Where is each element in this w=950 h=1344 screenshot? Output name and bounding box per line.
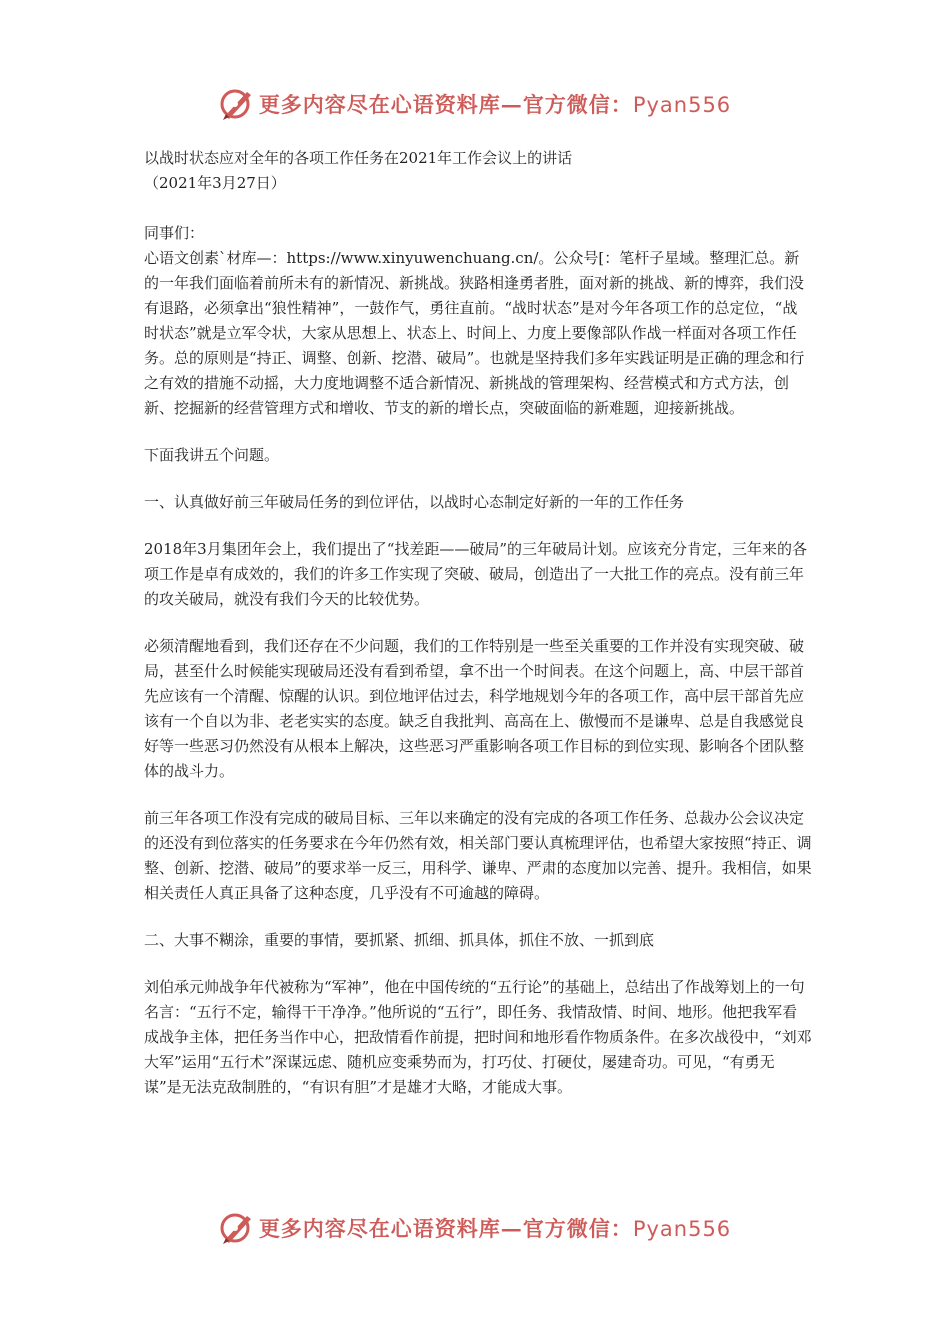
paragraph-intro: 心语文创素`材库—：https://www.xinyuwenchuang.cn/。公众号[：笔杆子星域。整理汇总。新的一年我们面临着前所未有的新情况、新挑战。狭路相逢勇者胜，面对新的挑战、新的博弈，我们没有退路，必须拿出“狼性精神”，一鼓作气，勇往直前。“战时状态”是对今年各项工作的总定位，“战时状态”就是立军令状，大家从思想上、状态上、时间上、力度上要像部队作战一样面对各项工作任务。总的原则是“持正、调整、创新、挖潜、破局”。也就是坚持我们多年实践证明是正确的理念和行之有效的措施不动摇，大力度地调整不适合新情况、新挑战的管理架构、经营模式和方式方法，创新、挖掘新的经营管理方式和增收、节支的新的增长点，突破面临的新难题，迎接新挑战。 (144, 249, 805, 417)
paragraph-outline: 下面我讲五个问题。 (144, 446, 280, 464)
banner-wechat-id: Pyan556 (632, 93, 732, 117)
banner-wechat-id: Pyan556 (632, 1217, 732, 1241)
pen-logo-icon (219, 86, 255, 122)
banner-library-text: 更多内容尽在心语资料库— (258, 1216, 523, 1241)
header-banner (0, 84, 950, 124)
banner-text (259, 89, 731, 119)
banner-wechat-label: 官方微信： (522, 92, 633, 117)
section-heading-1: 一、认真做好前三年破局任务的到位评估，以战时心态制定好新的一年的工作任务 (144, 493, 685, 511)
paragraph-review: 2018年3月集团年会上，我们提出了“找差距——破局”的三年破局计划。应该充分肯定，三年来的各项工作是卓有成效的，我们的许多工作实现了突破、破局，创造出了一大批工作的亮点。没有前三年的攻关破局，就没有我们今天的比较优势。 (144, 540, 808, 608)
banner-text (259, 1213, 731, 1243)
document-body (144, 146, 812, 1100)
section-heading-2: 二、大事不糊涂，重要的事情，要抓紧、抓细、抓具体，抓住不放、一抓到底 (144, 931, 655, 949)
pen-logo-icon (219, 1210, 255, 1246)
doc-title: 以战时状态应对全年的各项工作任务在2021年工作会议上的讲话 (144, 149, 573, 167)
footer-banner (0, 1208, 950, 1248)
banner-wechat-label: 官方微信： (522, 1216, 633, 1241)
paragraph-tasks: 前三年各项工作没有完成的破局目标、三年以来确定的没有完成的各项工作任务、总裁办公会议决定的还没有到位落实的任务要求在今年仍然有效，相关部门要认真梳理评估，也希望大家按照“持正、调整、创新、挖潜、破局”的要求举一反三，用科学、谦卑、严肃的态度加以完善、提升。我相信，如果相关责任人真正具备了这种态度，几乎没有不可逾越的障碍。 (144, 809, 812, 902)
doc-salutation: 同事们： (144, 224, 205, 242)
doc-date: （2021年3月27日） (144, 174, 286, 192)
paragraph-problems: 必须清醒地看到，我们还存在不少问题，我们的工作特别是一些至关重要的工作并没有实现突破、破局，甚至什么时候能实现破局还没有看到希望，拿不出一个时间表。在这个问题上，高、中层干部首先应该有一个清醒、惊醒的认识。到位地评估过去，科学地规划今年的各项工作，高中层干部首先应该有一个自以为非、老老实实的态度。缺乏自我批判、高高在上、傲慢而不是谦卑、总是自我感觉良好等一些恶习仍然没有从根本上解决，这些恶习严重影响各项工作目标的到位实现、影响各个团队整体的战斗力。 (144, 637, 805, 780)
banner-library-text: 更多内容尽在心语资料库— (258, 92, 523, 117)
paragraph-five-elements: 刘伯承元帅战争年代被称为“军神”，他在中国传统的“五行论”的基础上，总结出了作战筹划上的一句名言：“五行不定，输得干干净净。”他所说的“五行”，即任务、我情敌情、时间、地形。他把我军看成战争主体，把任务当作中心，把敌情看作前提，把时间和地形看作物质条件。在多次战役中，“刘邓大军”运用“五行术”深谋远虑、随机应变乘势而为，打巧仗、打硬仗，屡建奇功。可见，“有勇无谋”是无法克敌制胜的，“有识有胆”才是雄才大略，才能成大事。 (144, 978, 812, 1096)
